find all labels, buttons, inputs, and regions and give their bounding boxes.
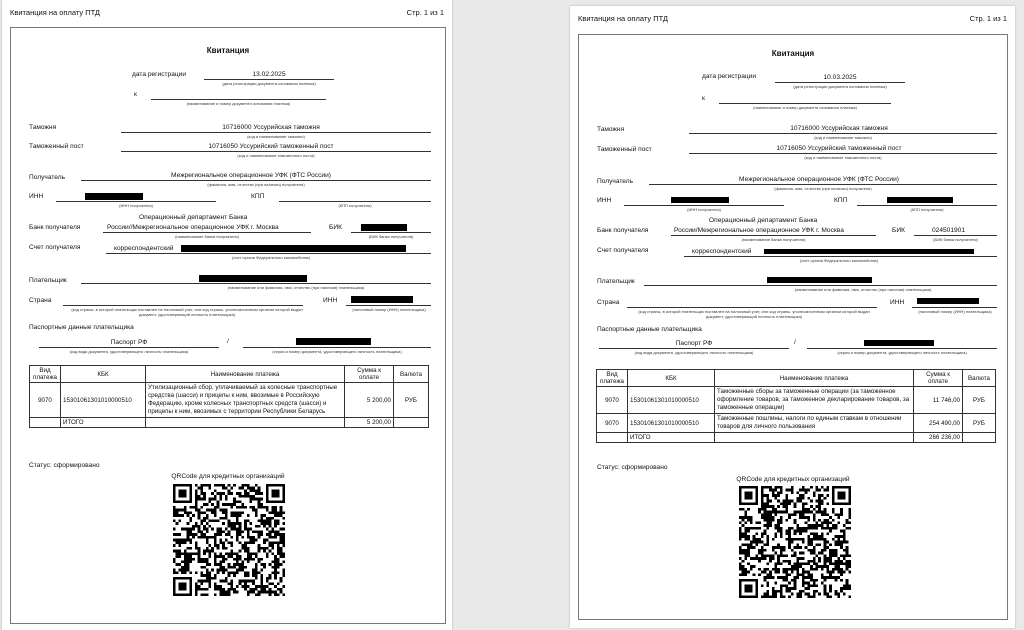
header-kbk: КБК bbox=[61, 366, 146, 383]
header-payment-type: Вид платежа bbox=[597, 370, 628, 387]
header-payment-name: Наименование платежа bbox=[146, 366, 345, 383]
post-caption: (код и наименование таможенного поста) bbox=[237, 153, 315, 158]
post-label: Таможенный пост bbox=[597, 146, 652, 153]
row-payment-name: Утилизационный сбор, уплачиваемый за колесные транспортные средства (шасси) и прицепы к ним, ввозимые в Российскую Федерацию, кроме колесных транспортных средств (шасси) и прицепы к ним, ввозимых с территории Республики Беларусь bbox=[146, 383, 345, 418]
inn-redacted bbox=[671, 197, 729, 203]
country-caption: (код страны, в которой плательщик поставлен на налоговый учет, или код страны, уполномоченным органом которой выдан документ, удостоверяющий личность плательщика) bbox=[71, 307, 303, 317]
passport-label: Паспортные данные плательщика bbox=[597, 326, 702, 333]
row-currency: РУБ bbox=[394, 383, 429, 418]
account-value: корреспондентский bbox=[692, 248, 752, 255]
recipient-value: Межрегиональное операционное УФК (ФТС России) bbox=[739, 176, 899, 183]
account-caption: (счет органа Федерального казначейства) bbox=[232, 255, 310, 260]
passport-caption: (код вида документа, удостоверяющего личность плательщика) bbox=[634, 350, 754, 355]
passport-value: Паспорт РФ bbox=[110, 339, 148, 346]
account-redacted bbox=[764, 249, 974, 254]
total-label: ИТОГО bbox=[61, 418, 146, 428]
header-currency: Валюта bbox=[394, 366, 429, 383]
country-caption: (код страны, в которой плательщик поставлен на налоговый учет, или код страны, уполномоченным органом которой выдан документ, удостоверяющий личность плательщика) bbox=[638, 309, 870, 319]
payer-caption: (наименование или фамилия, имя, отчество (при наличии) плательщика) bbox=[227, 285, 365, 290]
header-payment-name: Наименование платежа bbox=[715, 370, 914, 387]
row-sum: 11 746,00 bbox=[914, 387, 963, 414]
bank-label: Банк получателя bbox=[597, 227, 649, 234]
bik-label: БИК bbox=[329, 224, 342, 231]
account-value: корреспондентский bbox=[114, 245, 174, 252]
table-row bbox=[597, 387, 996, 414]
country-label: Страна bbox=[29, 297, 52, 304]
inn-caption: (ИНН получателя) bbox=[119, 203, 153, 208]
k-label: к bbox=[702, 95, 705, 102]
payer-inn-redacted bbox=[351, 296, 413, 303]
qr-code bbox=[739, 486, 851, 598]
header-payment-type: Вид платежа bbox=[30, 366, 61, 383]
passport-label: Паспортные данные плательщика bbox=[29, 324, 134, 331]
passport-caption: (код вида документа, удостоверяющего личность плательщика) bbox=[69, 349, 189, 354]
table-row bbox=[597, 414, 996, 433]
receipt-frame bbox=[10, 27, 446, 624]
account-redacted bbox=[181, 245, 406, 252]
row-currency: РУБ bbox=[963, 387, 996, 414]
k-caption: (наименование и номер документа основания платежа) bbox=[186, 101, 291, 106]
payer-inn-caption: (налоговый номер (ИНН) плательщика) bbox=[918, 309, 992, 314]
row-kbk: 15301061301010000510 bbox=[628, 387, 715, 414]
header-sum: Сумма к оплате bbox=[345, 366, 394, 383]
recipient-caption: (фамилия, имя, отчество (при наличии) получателя) bbox=[774, 186, 872, 191]
kpp-redacted bbox=[887, 197, 953, 203]
bank-caption: (наименование банка получателя) bbox=[741, 237, 806, 242]
table-header-row bbox=[30, 366, 429, 383]
total-label: ИТОГО bbox=[628, 433, 715, 443]
passport-slash: / bbox=[227, 338, 229, 345]
k-label: к bbox=[134, 91, 137, 98]
post-value: 10716050 Уссурийский таможенный пост bbox=[776, 145, 902, 152]
recipient-label: Получатель bbox=[29, 174, 66, 181]
bank-label: Банк получателя bbox=[29, 224, 81, 231]
reg-date-label: дата регистрации bbox=[132, 71, 187, 78]
table-total-row bbox=[30, 418, 429, 428]
status-text: Статус: сформировано bbox=[29, 462, 100, 469]
receipt-page-1 bbox=[2, 0, 452, 630]
bik-caption: (БИК банка получателя) bbox=[368, 234, 414, 239]
payer-caption: (наименование или фамилия, имя, отчество (при наличии) плательщика) bbox=[794, 287, 932, 292]
account-label: Счет получателя bbox=[597, 247, 649, 254]
passport-num-caption: (серия и номер документа, удостоверяющего личность плательщика) bbox=[837, 350, 967, 355]
table-header-row bbox=[597, 370, 996, 387]
header-sum: Сумма к оплате bbox=[914, 370, 963, 387]
payer-redacted bbox=[767, 277, 872, 283]
inn-label: ИНН bbox=[597, 197, 612, 204]
qr-label: QRCode для кредитных организаций bbox=[171, 473, 285, 480]
row-payment-type: 9070 bbox=[597, 387, 628, 414]
page-number: Стр. 1 из 1 bbox=[969, 14, 1007, 23]
account-caption: (счет органа Федерального казначейства) bbox=[800, 258, 878, 263]
payer-label: Плательщик bbox=[29, 277, 67, 284]
post-value: 10716050 Уссурийский таможенный пост bbox=[208, 143, 334, 150]
page-header-title: Квитанция на оплату ПТД bbox=[578, 14, 669, 23]
customs-label: Таможня bbox=[597, 126, 625, 133]
payment-table bbox=[29, 365, 429, 428]
receipt-title: Квитанция bbox=[206, 46, 250, 55]
row-sum: 254 490,00 bbox=[914, 414, 963, 433]
table-row bbox=[30, 383, 429, 418]
header-kbk: КБК bbox=[628, 370, 715, 387]
payer-inn-label: ИНН bbox=[323, 297, 338, 304]
table-total-row bbox=[597, 433, 996, 443]
bank-line2: России//Межрегиональное операционное УФК г. Москва bbox=[107, 224, 279, 231]
bank-line2: России/Межрегиональное операционное УФК г. Москва bbox=[674, 227, 844, 234]
country-label: Страна bbox=[597, 299, 620, 306]
reg-date-caption: (дата регистрации документа основания платежа) bbox=[222, 81, 316, 86]
receipt-title: Квитанция bbox=[771, 49, 815, 58]
passport-value: Паспорт РФ bbox=[675, 340, 713, 347]
bank-caption: (наименование банка получателя) bbox=[175, 234, 239, 239]
row-payment-type: 9070 bbox=[30, 383, 61, 418]
receipt-page-2 bbox=[570, 6, 1015, 628]
total-value: 266 236,00 bbox=[914, 433, 963, 443]
qr-code bbox=[173, 484, 285, 596]
passport-num-caption: (серия и номер документа, удостоверяющего личность плательщика) bbox=[272, 349, 402, 354]
k-caption: (наименование и номер документа основания платежа) bbox=[753, 105, 857, 110]
inn-caption: (ИНН получателя) bbox=[687, 207, 721, 212]
payer-label: Плательщик bbox=[597, 278, 635, 285]
payer-inn-redacted bbox=[917, 298, 979, 304]
row-kbk: 15301061301010000510 bbox=[628, 414, 715, 433]
customs-caption: (код и наименование таможни) bbox=[247, 134, 305, 139]
row-payment-name: Таможенные сборы за таможенные операции (за таможенное оформление товаров, за таможенное декларирование товаров, за таможенные операции) bbox=[715, 387, 914, 414]
kpp-label: КПП bbox=[251, 193, 265, 200]
kpp-label: КПП bbox=[834, 197, 848, 204]
status-text: Статус: сформировано bbox=[597, 464, 668, 471]
customs-caption: (код и наименование таможни) bbox=[814, 135, 872, 140]
customs-value: 10716000 Уссурийская таможня bbox=[790, 125, 888, 132]
bik-value: 024501901 bbox=[932, 227, 966, 234]
total-value: 5 200,00 bbox=[345, 418, 394, 428]
inn-redacted bbox=[85, 193, 143, 200]
customs-value: 10716000 Уссурийская таможня bbox=[222, 124, 320, 131]
recipient-value: Межрегиональное операционное УФК (ФТС России) bbox=[171, 172, 331, 179]
recipient-caption: (фамилия, имя, отчество (при наличии) получателя) bbox=[207, 182, 305, 187]
bank-line1: Операционный департамент Банка bbox=[709, 217, 818, 224]
reg-date-value: 13.02.2025 bbox=[252, 71, 286, 78]
row-kbk: 15301061301010000510 bbox=[61, 383, 146, 418]
row-sum: 5 200,00 bbox=[345, 383, 394, 418]
customs-label: Таможня bbox=[29, 124, 57, 131]
row-payment-name: Таможенные пошлины, налоги по единым ставкам в отношении товаров для личного пользования bbox=[715, 414, 914, 433]
payer-inn-label: ИНН bbox=[890, 299, 905, 306]
passport-slash: / bbox=[794, 339, 796, 346]
receipt-frame bbox=[578, 34, 1008, 620]
inn-label: ИНН bbox=[29, 193, 44, 200]
bik-redacted bbox=[361, 224, 407, 231]
reg-date-caption: (дата регистрации документа основания платежа) bbox=[793, 84, 887, 89]
reg-date-label: дата регистрации bbox=[702, 73, 757, 80]
kpp-caption: (КПП получателя) bbox=[910, 207, 944, 212]
row-currency: РУБ bbox=[963, 414, 996, 433]
payer-inn-caption: (налоговый номер (ИНН) плательщика) bbox=[352, 307, 426, 312]
passport-num-redacted bbox=[296, 338, 371, 345]
qr-label: QRCode для кредитных организаций bbox=[736, 476, 850, 483]
bik-label: БИК bbox=[892, 227, 905, 234]
payment-table bbox=[596, 369, 996, 443]
page-number: Стр. 1 из 1 bbox=[406, 8, 444, 17]
kpp-caption: (КПП получателя) bbox=[338, 203, 372, 208]
reg-date-value: 10.03.2025 bbox=[823, 74, 857, 81]
header-currency: Валюта bbox=[963, 370, 996, 387]
recipient-label: Получатель bbox=[597, 178, 634, 185]
bik-caption: (БИК банка получателя) bbox=[933, 237, 978, 242]
bank-line1: Операционный департамент Банка bbox=[139, 214, 248, 221]
passport-num-redacted bbox=[864, 340, 934, 346]
post-caption: (код и наименование таможенного поста) bbox=[804, 155, 882, 160]
account-label: Счет получателя bbox=[29, 244, 81, 251]
row-payment-type: 9070 bbox=[597, 414, 628, 433]
page-header-title: Квитанция на оплату ПТД bbox=[10, 8, 101, 17]
payer-redacted bbox=[199, 275, 307, 282]
post-label: Таможенный пост bbox=[29, 143, 84, 150]
